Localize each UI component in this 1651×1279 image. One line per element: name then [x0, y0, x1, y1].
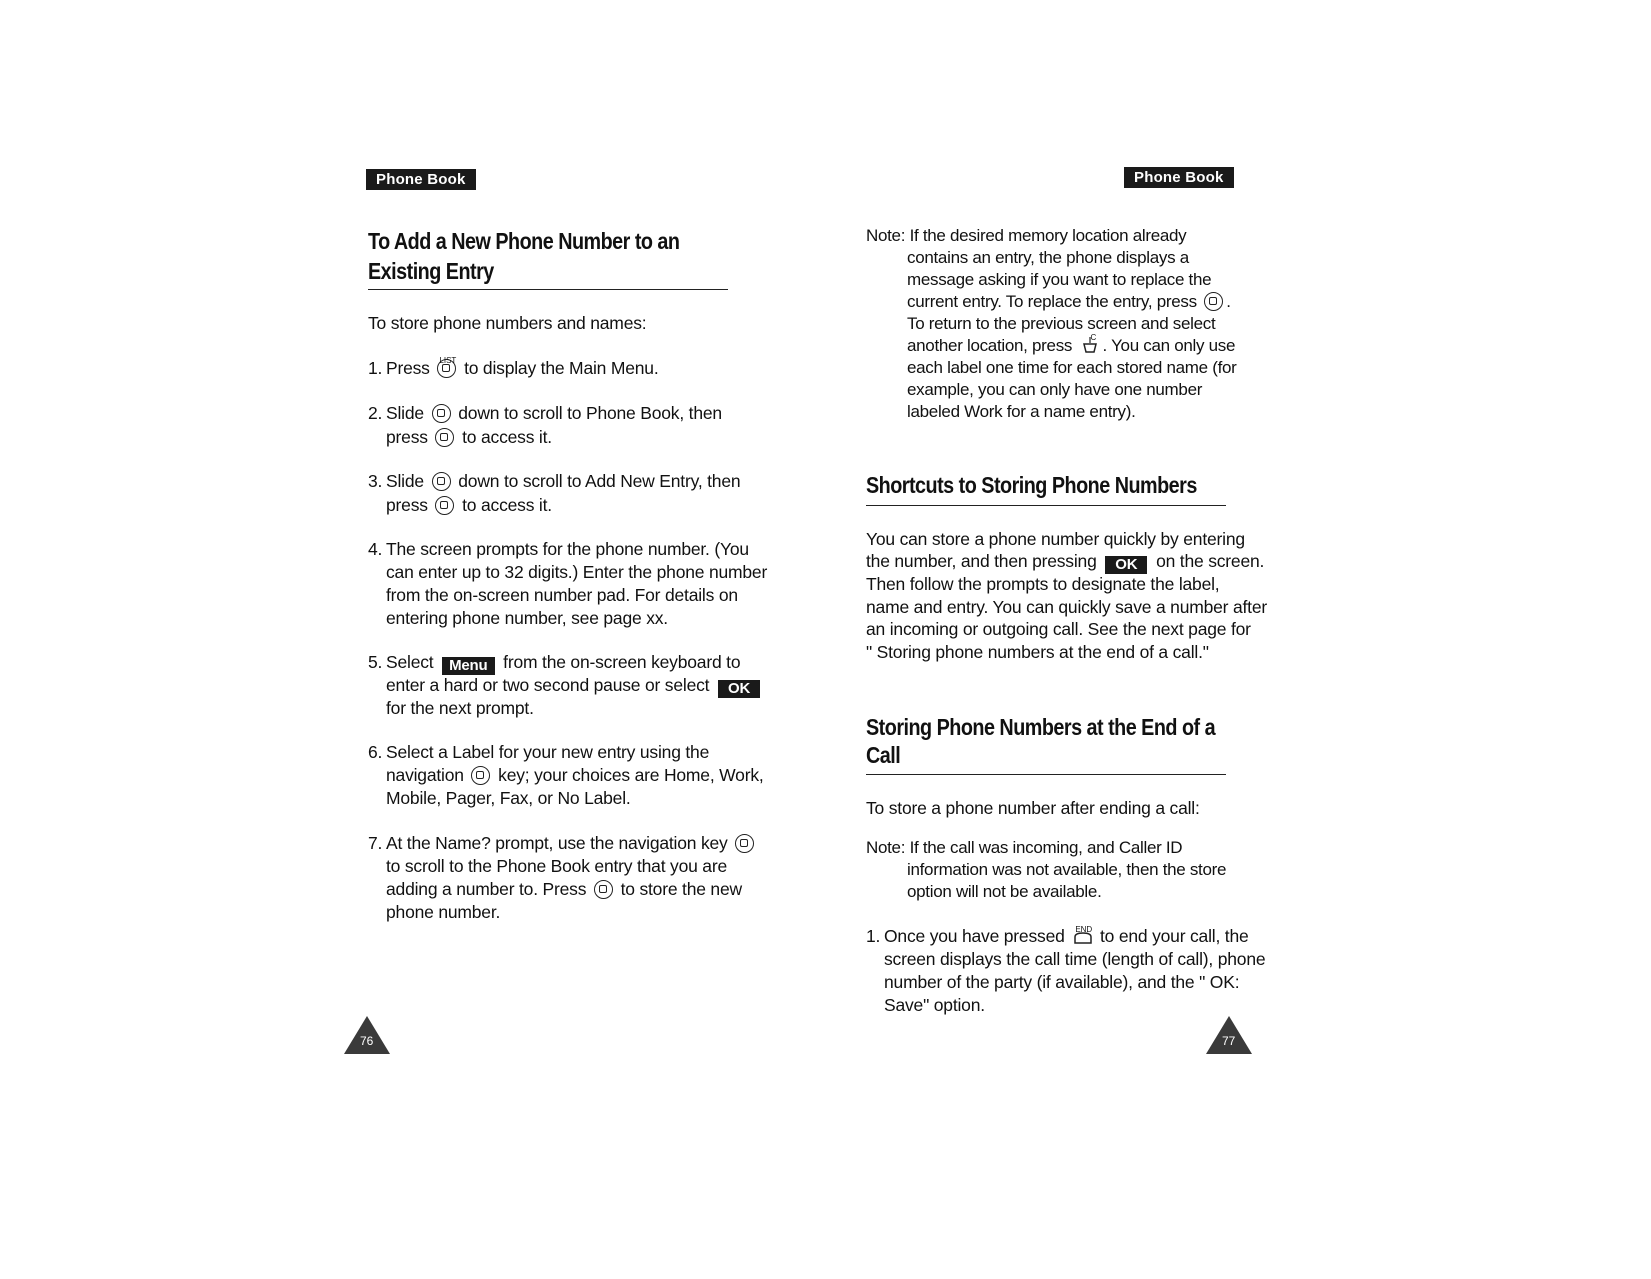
shortcuts-line3: Then follow the prompts to designate the label, — [866, 574, 1220, 594]
nav-key-icon — [1204, 292, 1223, 311]
note1-line7: each label one time for each stored name (for — [907, 358, 1237, 377]
left-intro: To store phone numbers and names: — [368, 313, 647, 333]
nav-key-icon — [432, 472, 451, 491]
shortcuts-line2: the number, and then pressing OK on the screen. — [866, 551, 1265, 573]
end-step-1-line4: Save" option. — [884, 995, 985, 1015]
step-3-line2: press to access it. — [386, 495, 552, 515]
storing-heading-line1: Storing Phone Numbers at the End of a — [866, 714, 1216, 740]
nav-key-icon — [471, 766, 490, 785]
step-1: 1. Press LIST to display the Main Menu. — [368, 356, 659, 378]
storing-heading-line2: Call — [866, 742, 901, 768]
left-heading-rule — [368, 289, 728, 290]
step-7-line4: phone number. — [386, 902, 501, 922]
step-6-line3: Mobile, Pager, Fax, or No Label. — [386, 788, 631, 808]
note1-line3: message asking if you want to replace the — [907, 270, 1212, 289]
step-2-line1: 2. Slide down to scroll to Phone Book, then — [368, 403, 722, 423]
step-4-line1: 4. The screen prompts for the phone number. (You — [368, 539, 749, 559]
note2-line3: option will not be available. — [907, 882, 1102, 901]
left-heading-line1: To Add a New Phone Number to an — [368, 228, 680, 254]
note1-line9: labeled Work for a name entry). — [907, 402, 1136, 421]
right-section-tab: Phone Book — [1124, 167, 1234, 188]
step-3-line1: 3. Slide down to scroll to Add New Entry, then — [368, 471, 741, 491]
step-4-line2: can enter up to 32 digits.) Enter the phone number — [386, 562, 768, 582]
menu-badge: Menu — [442, 657, 494, 675]
c-key-icon: C — [1081, 336, 1099, 354]
note1-line8: example, you can only have one number — [907, 380, 1203, 399]
step-7-line3: adding a number to. Press to store the new — [386, 879, 742, 899]
end-step-1-line2: screen displays the call time (length of call), phone — [884, 949, 1266, 969]
note2-line2: information was not available, then the store — [907, 860, 1227, 879]
step-4-line4: entering phone number, see page xx. — [386, 608, 668, 628]
step-5-line3: for the next prompt. — [386, 698, 534, 718]
step-5-line1: 5. Select Menu from the on-screen keyboard to — [368, 652, 741, 674]
shortcuts-line5: an incoming or outgoing call. See the next page for — [866, 619, 1251, 639]
left-heading-line2: Existing Entry — [368, 258, 494, 284]
nav-key-icon — [735, 834, 754, 853]
nav-key-icon — [594, 880, 613, 899]
storing-intro: To store a phone number after ending a call: — [866, 798, 1200, 818]
step-5-line2: enter a hard or two second pause or select OK — [368, 673, 764, 698]
end-step-1-line3: number of the party (if available), and the " OK: — [884, 972, 1240, 992]
left-page-number: 76 — [360, 1034, 374, 1048]
end-step-1-line1: 1. Once you have pressed END to end your call, the — [866, 925, 1249, 946]
note2-line1: Note: If the call was incoming, and Caller ID — [866, 838, 1183, 857]
step-4-line3: from the on-screen number pad. For details on — [386, 585, 738, 605]
storing-heading-rule — [866, 774, 1226, 775]
nav-key-icon — [435, 496, 454, 515]
note1-line1: Note: If the desired memory location already — [866, 226, 1187, 245]
note1-line4: current entry. To replace the entry, press . — [907, 292, 1231, 311]
shortcuts-line6: " Storing phone numbers at the end of a call." — [866, 642, 1209, 662]
step-7-line1: 7. At the Name? prompt, use the navigation key — [368, 831, 757, 855]
shortcuts-heading-rule — [866, 505, 1226, 506]
shortcuts-line4: name and entry. You can quickly save a number after — [866, 597, 1267, 617]
ok-badge: OK — [718, 680, 760, 698]
shortcuts-heading: Shortcuts to Storing Phone Numbers — [866, 472, 1197, 498]
end-key-icon: END — [1073, 927, 1091, 945]
shortcuts-line1: You can store a phone number quickly by entering — [866, 529, 1245, 549]
nav-key-icon — [435, 428, 454, 447]
right-page-number: 77 — [1222, 1034, 1236, 1048]
left-section-tab: Phone Book — [366, 169, 476, 190]
step-6-line1: 6. Select a Label for your new entry using the — [368, 742, 710, 762]
note1-line2: contains an entry, the phone displays a — [907, 248, 1189, 267]
note1-line6: another location, press C . You can only use — [907, 333, 1236, 355]
step-7-line2: to scroll to the Phone Book entry that you are — [386, 856, 728, 876]
step-6-line2: navigation key; your choices are Home, Work, — [386, 765, 764, 785]
step-2-line2: press to access it. — [386, 427, 552, 447]
nav-key-icon — [432, 404, 451, 423]
list-key-icon: LIST — [437, 359, 456, 378]
ok-badge: OK — [1105, 556, 1147, 574]
note1-line5: To return to the previous screen and select — [907, 314, 1216, 333]
